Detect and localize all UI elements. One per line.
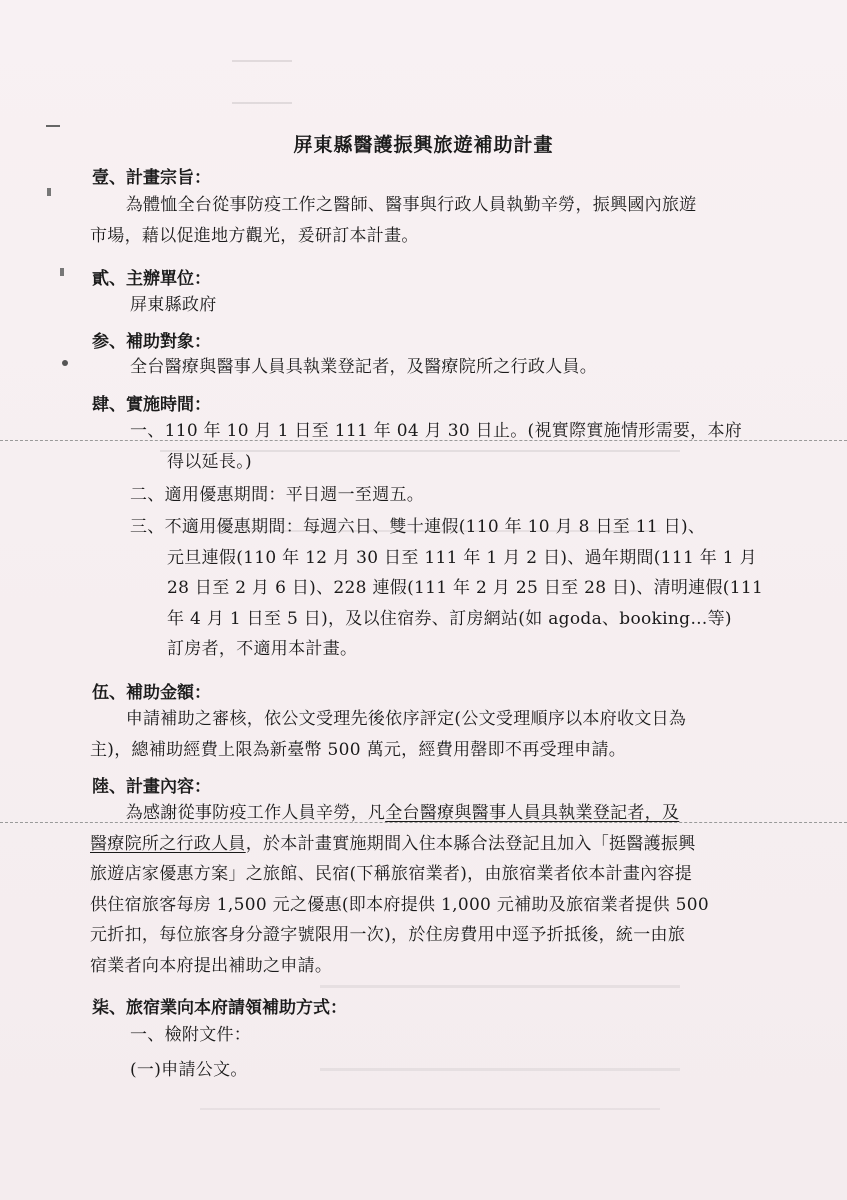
period-item-2 xyxy=(130,480,790,511)
text-line: 旅遊店家優惠方案」之旅館、民宿(下稱旅宿業者)，由旅宿業者依本計畫內容提 xyxy=(90,864,693,884)
text-line: 訂房者，不適用本計畫。 xyxy=(167,639,358,659)
section-claim-body xyxy=(130,1020,790,1085)
section-content-body xyxy=(90,798,790,981)
text-line: 申請補助之審核，依公文受理先後依序評定(公文受理順序以本府收文日為 xyxy=(125,709,687,729)
text-line xyxy=(90,798,790,829)
text-span: ，於本計畫實施期間入住本縣合法登記且加入「挺醫護振興 xyxy=(245,833,696,854)
text-span: 為感謝從事防疫工作人員辛勞，凡 xyxy=(125,803,386,823)
section-heading-amount: 伍、補助金額： xyxy=(92,683,211,703)
section-eligibility-body xyxy=(130,352,790,383)
text-line: 供住宿旅客每房 1,500 元之優惠(即本府提供 1,000 元補助及旅宿業者提供 500 xyxy=(90,894,709,915)
text-line: 全台醫療與醫事人員具執業登記者，及醫療院所之行政人員。 xyxy=(130,357,598,377)
text-line: 得以延長。) xyxy=(167,451,252,472)
section-heading-purpose: 壹、計畫宗旨： xyxy=(92,168,211,188)
text-line: 二、適用優惠期間：平日週一至週五。 xyxy=(130,485,425,505)
text-line: 主)，總補助經費上限為新臺幣 500 萬元，經費用罄即不再受理申請。 xyxy=(90,739,627,760)
text-line: (一)申請公文。 xyxy=(130,1059,248,1080)
scan-mark xyxy=(62,360,68,366)
bleed-through-mark xyxy=(200,1108,660,1110)
text-line: 一、檢附文件： xyxy=(130,1025,252,1045)
scan-mark xyxy=(60,268,64,276)
text-line: 三、不適用優惠期間：每週六日、雙十連假(110 年 10 月 8 日至 11 日)、 xyxy=(130,517,706,537)
section-organizer-body xyxy=(130,290,790,321)
period-item-3 xyxy=(130,512,790,665)
text-line: 市場，藉以促進地方觀光，爰研訂本計畫。 xyxy=(90,225,419,246)
document-title: 屏東縣醫護振興旅遊補助計畫 xyxy=(293,134,554,156)
bleed-through-mark xyxy=(232,60,292,104)
section-heading-content: 陸、計畫內容： xyxy=(92,777,211,797)
text-line xyxy=(90,829,790,860)
underlined-text: 醫療院所之行政人員 xyxy=(90,833,246,854)
underlined-text: 全台醫療與醫事人員具執業登記者，及 xyxy=(385,803,680,823)
text-line: 年 4 月 1 日至 5 日)，及以住宿券、訂房網站(如 agoda、booking…等) xyxy=(167,608,732,629)
text-line: 元旦連假(110 年 12 月 30 日至 111 年 1 月 2 日)、過年期間(111 年 1 月 xyxy=(167,547,757,568)
section-heading-period: 肆、實施時間： xyxy=(92,395,211,415)
text-line: 宿業者向本府提出補助之申請。 xyxy=(90,955,333,976)
section-heading-organizer: 貳、主辦單位： xyxy=(92,269,211,289)
period-item-1 xyxy=(130,416,790,477)
section-heading-claim: 柒、旅宿業向本府請領補助方式： xyxy=(92,998,347,1018)
text-line: 為體恤全台從事防疫工作之醫師、醫事與行政人員執勤辛勞，振興國內旅遊 xyxy=(125,195,697,215)
section-purpose-body xyxy=(90,190,790,251)
scan-mark xyxy=(47,188,51,196)
text-line: 元折扣，每位旅客身分證字號限用一次)，於住房費用中逕予折抵後，統一由旅 xyxy=(90,925,686,945)
section-amount-body xyxy=(90,704,790,765)
text-line: 28 日至 2 月 6 日)、228 連假(111 年 2 月 25 日至 28 日)、清明連假(111 xyxy=(167,578,764,598)
text-line: 屏東縣政府 xyxy=(130,295,217,315)
text-line: 一、110 年 10 月 1 日至 111 年 04 月 30 日止。(視實際實施情形需要，本府 xyxy=(130,421,743,441)
section-heading-eligibility: 参、補助對象： xyxy=(92,332,211,352)
